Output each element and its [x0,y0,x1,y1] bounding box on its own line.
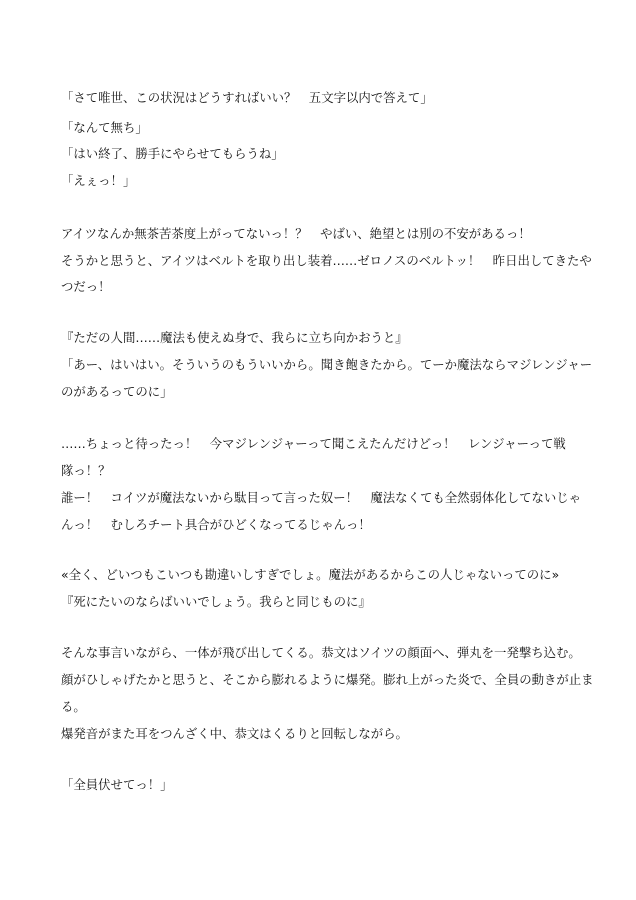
text-line: 「はい終了、勝手にやらせてもらうね」 [61,146,284,161]
text-line: んっ！ むしろチート具合がひどくなってるじゃんっ！ [61,517,371,532]
text-line: 「えぇっ！」 [61,173,136,188]
text-line: ……ちょっと待ったっ！ 今マジレンジャーって聞こえたんだけどっ！ レンジャーって戦 [61,436,566,451]
text-line: る。 [61,699,86,714]
text-line: 「なんて無ち」 [61,120,148,135]
text-line: «全く、どいつもこいつも勘違いしすぎでしょ。魔法があるからこの人じゃないってのに» [61,567,560,582]
text-line: 爆発音がまた耳をつんざく中、恭文はくるりと回転しながら。 [61,726,408,741]
text-line: 「さて唯世、この状況はどうすればいい？ 五文字以内で答えて」 [61,90,433,105]
text-line: そんな事言いながら、一体が飛び出してくる。恭文はソイツの顔面へ、弾丸を一発撃ち込む。 [61,645,581,660]
text-line: 『ただの人間……魔法も使えぬ身で、我らに立ち向かおうと』 [61,330,408,345]
text-line: 『死にたいのならばいいでしょう。我らと同じものに』 [61,594,371,609]
text-line: 隊っ！？ [61,463,111,478]
text-line: 「全員伏せてっ！」 [61,777,173,792]
text-line: つだっ！ [61,279,111,294]
text-line: アイツなんか無茶苦茶度上がってないっ！？ やばい、絶望とは別の不安があるっ！ [61,226,531,241]
text-line: 顔がひしゃげたかと思うと、そこから膨れるように爆発。膨れ上がった炎で、全員の動きが止ま [61,672,594,687]
text-line: のがあるってのに」 [61,384,173,399]
text-line: 誰ー！ コイツが魔法ないから駄目って言った奴ー！ 魔法なくても全然弱体化してないじゃ [61,490,582,505]
text-line: 「あー、はいはい。そういうのもういいから。聞き飽きたから。てーか魔法ならマジレンジャー [61,357,593,372]
text-line: そうかと思うと、アイツはベルトを取り出し装着……ゼロノスのベルトッ！ 昨日出してきたや [61,253,592,268]
